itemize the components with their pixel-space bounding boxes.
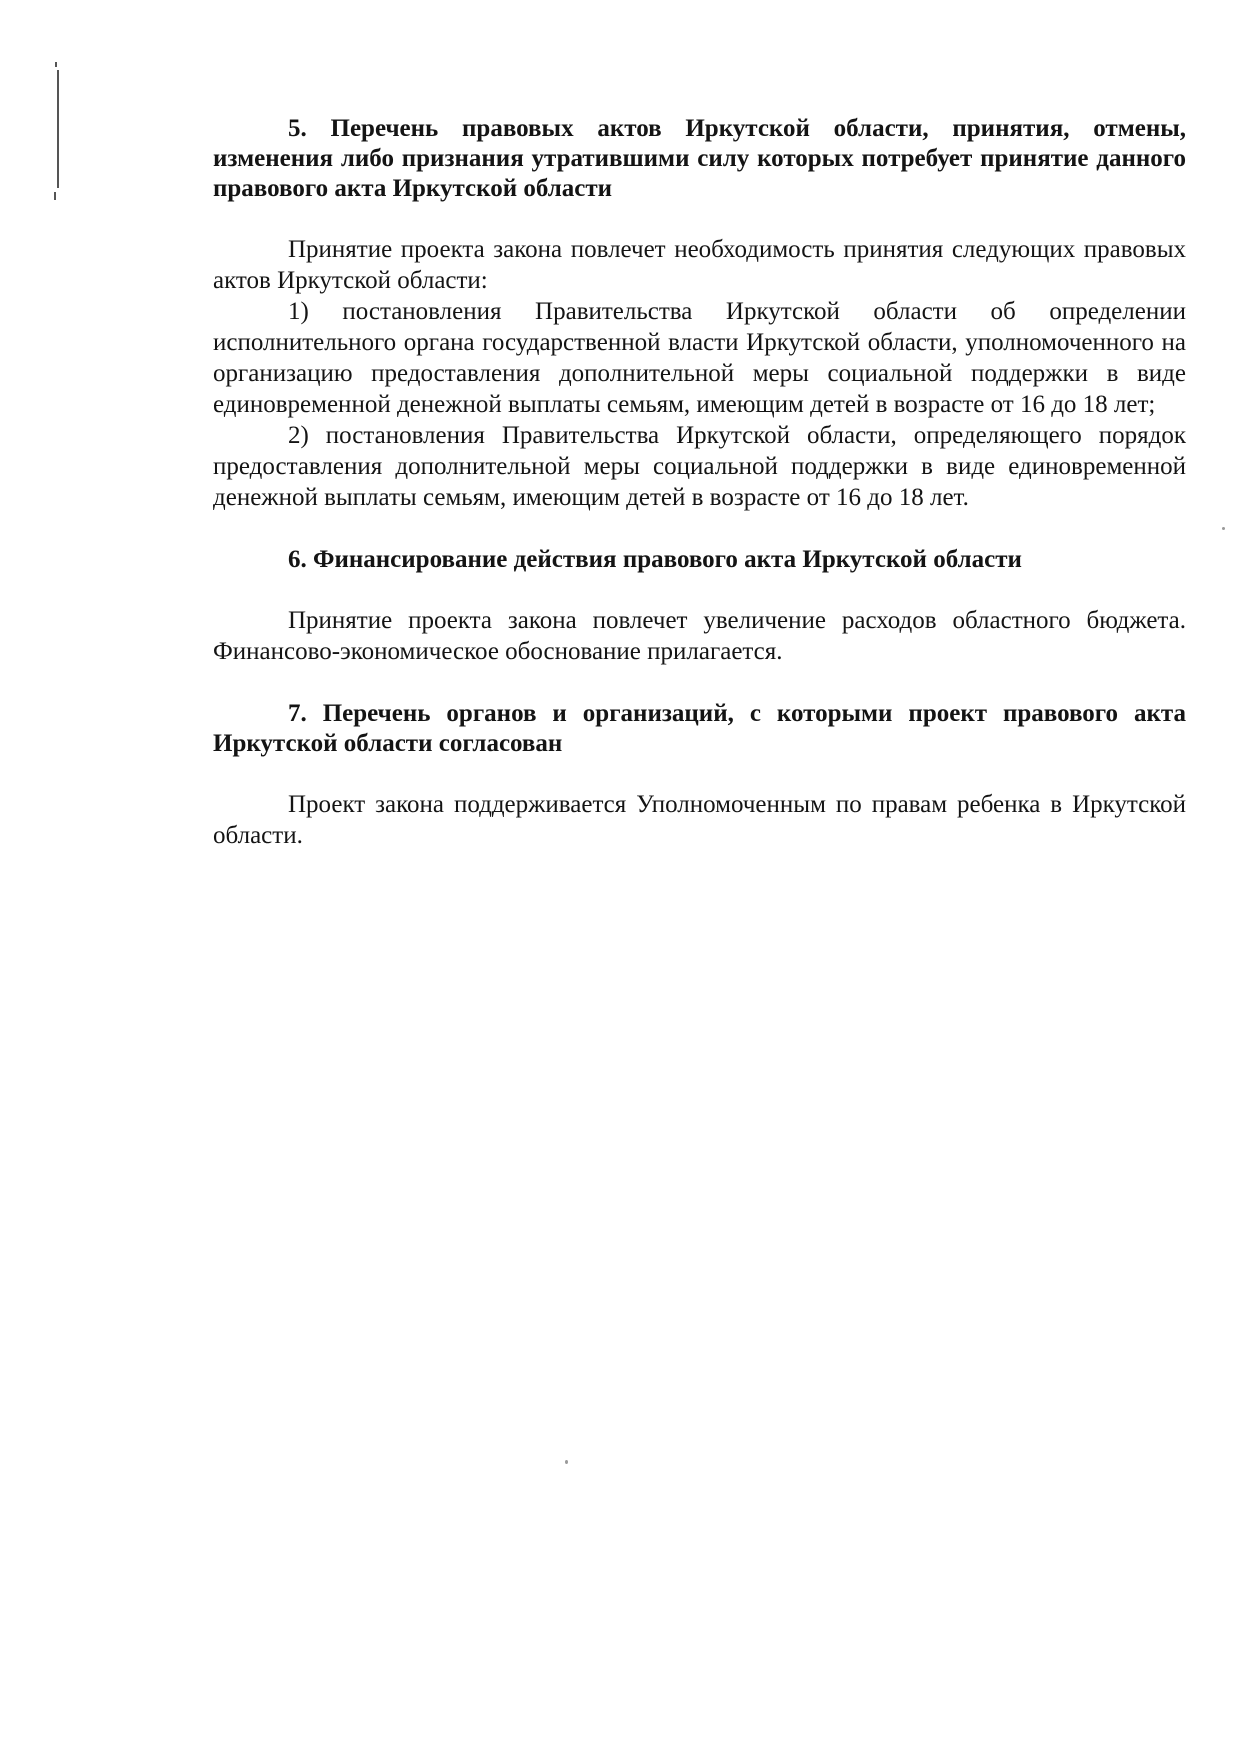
section-5-item-2: 2) постановления Правительства Иркутской области, определяющего порядок предоставления дополнительной меры социальной поддержки в виде единовременной денежной выплаты семьям, имеющим детей в возрасте от 16 до 18 лет. (213, 422, 1186, 511)
section-6 (213, 545, 1186, 667)
scan-artifact-dot (54, 192, 56, 200)
section-6-body: Принятие проекта закона повлечет увеличение расходов областного бюджета. Финансово-экономическое обоснование прилагается. (213, 607, 1186, 665)
section-5-heading: 5. Перечень правовых актов Иркутской области, принятия, отмены, изменения либо признания утратившими силу которых потребует принятие данного правового акта Иркутской области (213, 115, 1186, 202)
scan-artifact-line (57, 70, 59, 188)
section-5-intro: Принятие проекта закона повлечет необходимость принятия следующих правовых актов Иркутской области: (213, 236, 1186, 294)
section-7 (213, 699, 1186, 851)
section-5-item-1: 1) постановления Правительства Иркутской области об определении исполнительного органа государственной власти Иркутской области, уполномоченного на организацию предоставления дополнительной меры социальной поддержки в виде единовременной денежной выплаты семьям, имеющим детей в возрасте от 16 до 18 лет; (213, 298, 1186, 418)
scan-speck (565, 1460, 568, 1464)
scan-artifact-dot (55, 62, 57, 67)
document-body (213, 114, 1186, 851)
section-7-body: Проект закона поддерживается Уполномоченным по правам ребенка в Иркутской области. (213, 791, 1186, 849)
section-6-heading: 6. Финансирование действия правового акта Иркутской области (288, 546, 1022, 573)
section-5 (213, 114, 1186, 513)
section-7-heading: 7. Перечень органов и организаций, с которыми проект правового акта Иркутской области согласован (213, 700, 1186, 757)
scan-speck (1222, 527, 1225, 530)
